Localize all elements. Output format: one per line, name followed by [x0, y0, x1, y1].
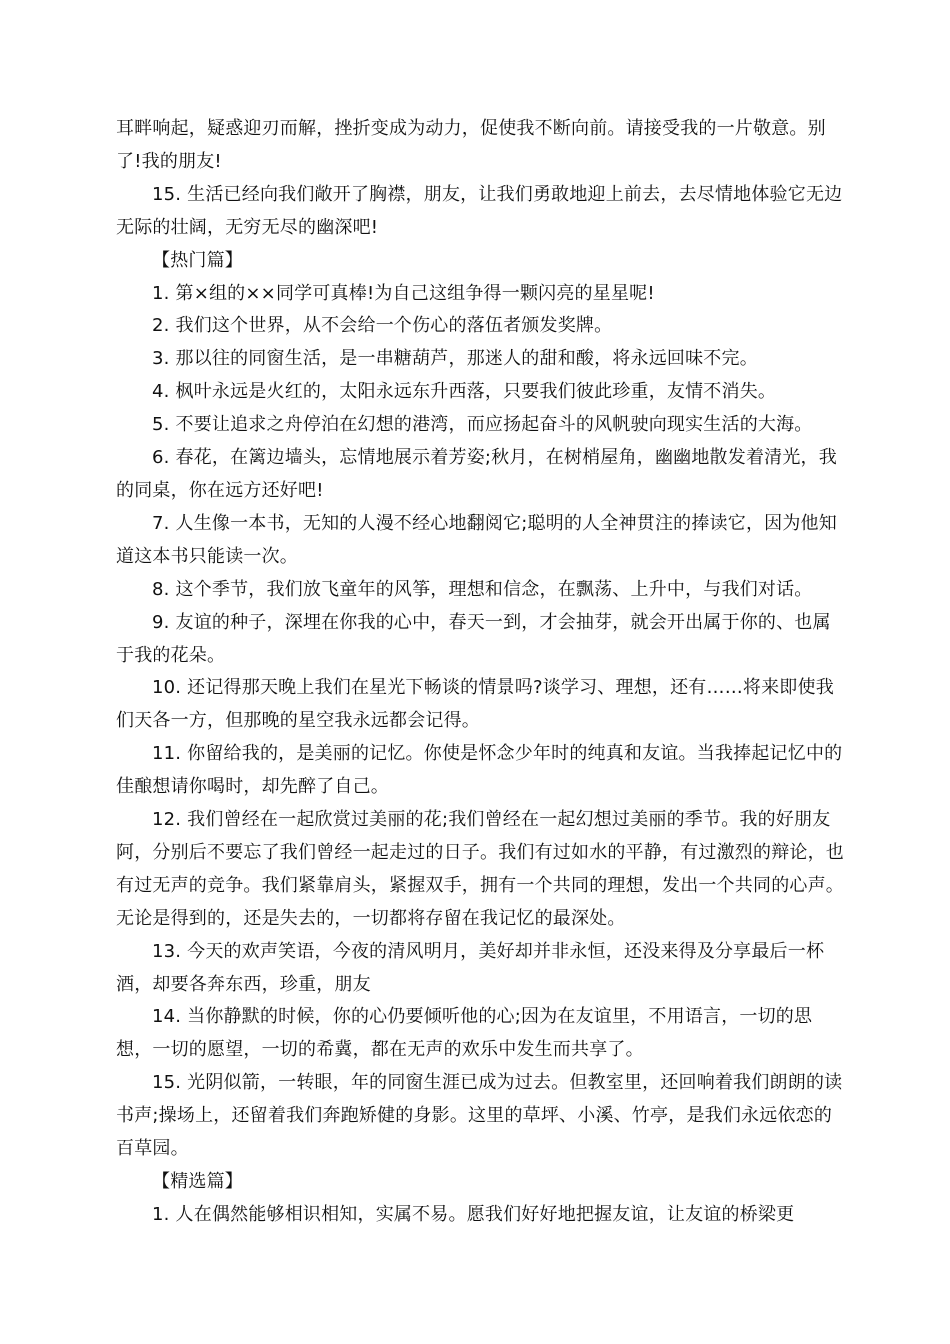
paragraph: 14. 当你静默的时候，你的心仍要倾听他的心;因为在友谊里，不用语言，一切的思想，一切的愿望，一切的希冀，都在无声的欢乐中发生而共享了。 [116, 1006, 813, 1061]
paragraph: 15. 光阴似箭，一转眼，年的同窗生涯已成为过去。但教室里，还回响着我们朗朗的读书声;操场上，还留着我们奔跑矫健的身影。这里的草坪、小溪、竹亭，是我们永远依恋的百草园。 [116, 1072, 843, 1160]
paragraph: 7. 人生像一本书，无知的人漫不经心地翻阅它;聪明的人全神贯注的捧读它，因为他知道这本书只能读一次。 [116, 512, 837, 567]
paragraph: 3. 那以往的同窗生活，是一串糖葫芦，那迷人的甜和酸，将永远回味不完。 [152, 348, 758, 370]
paragraph: 13. 今天的欢声笑语，今夜的清风明月，美好却并非永恒，还没来得及分享最后一杯酒，却要各奔东西，珍重，朋友 [116, 940, 825, 995]
paragraph: 1. 人在偶然能够相识相知，实属不易。愿我们好好地把握友谊，让友谊的桥梁更 [152, 1203, 795, 1225]
paragraph: 耳畔响起，疑惑迎刃而解，挫折变成为动力，促使我不断向前。请接受我的一片敬意。别了!我的朋友! [116, 118, 826, 172]
paragraph: 5. 不要让追求之舟停泊在幻想的港湾，而应扬起奋斗的风帆驶向现实生活的大海。 [152, 414, 813, 436]
section-heading: 【精选篇】 [152, 1171, 243, 1192]
paragraph: 4. 枫叶永远是火红的，太阳永远东升西落，只要我们彼此珍重，友情不消失。 [152, 381, 777, 403]
document-page [116, 113, 846, 1232]
paragraph: 2. 我们这个世界，从不会给一个伤心的落伍者颁发奖牌。 [152, 315, 613, 337]
paragraph: 11. 你留给我的，是美丽的记忆。你使是怀念少年时的纯真和友谊。当我捧起记忆中的佳酿想请你喝时，却先醉了自己。 [116, 743, 843, 798]
paragraph: 10. 还记得那天晚上我们在星光下畅谈的情景吗?谈学习、理想，还有……将来即使我们天各一方，但那晚的星空我永远都会记得。 [116, 677, 834, 732]
paragraph: 12. 我们曾经在一起欣赏过美丽的花;我们曾经在一起幻想过美丽的季节。我的好朋友阿，分别后不要忘了我们曾经一起走过的日子。我们有过如水的平静，有过激烈的辩论，也有过无声的竞争。我们紧靠肩头，紧握双手，拥有一个共同的理想，发出一个共同的心声。无论是得到的，还是失去的，一切都将存留在我记忆的最深处。 [116, 809, 844, 929]
paragraph: 8. 这个季节，我们放飞童年的风筝，理想和信念，在飘荡、上升中，与我们对话。 [152, 578, 813, 600]
section-heading: 【热门篇】 [152, 249, 243, 271]
paragraph: 1. 第×组的××同学可真棒!为自己这组争得一颗闪亮的星星呢! [152, 282, 655, 304]
paragraph: 9. 友谊的种子，深埋在你我的心中，春天一到，才会抽芽，就会开出属于你的、也属于我的花朵。 [116, 611, 831, 666]
paragraph: 15. 生活已经向我们敞开了胸襟，朋友，让我们勇敢地迎上前去，去尽情地体验它无边无际的壮阔，无穷无尽的幽深吧! [116, 183, 843, 238]
paragraph: 6. 春花，在篱边墙头，忘情地展示着芳姿;秋月，在树梢屋角，幽幽地散发着清光，我的同桌，你在远方还好吧! [116, 447, 837, 501]
